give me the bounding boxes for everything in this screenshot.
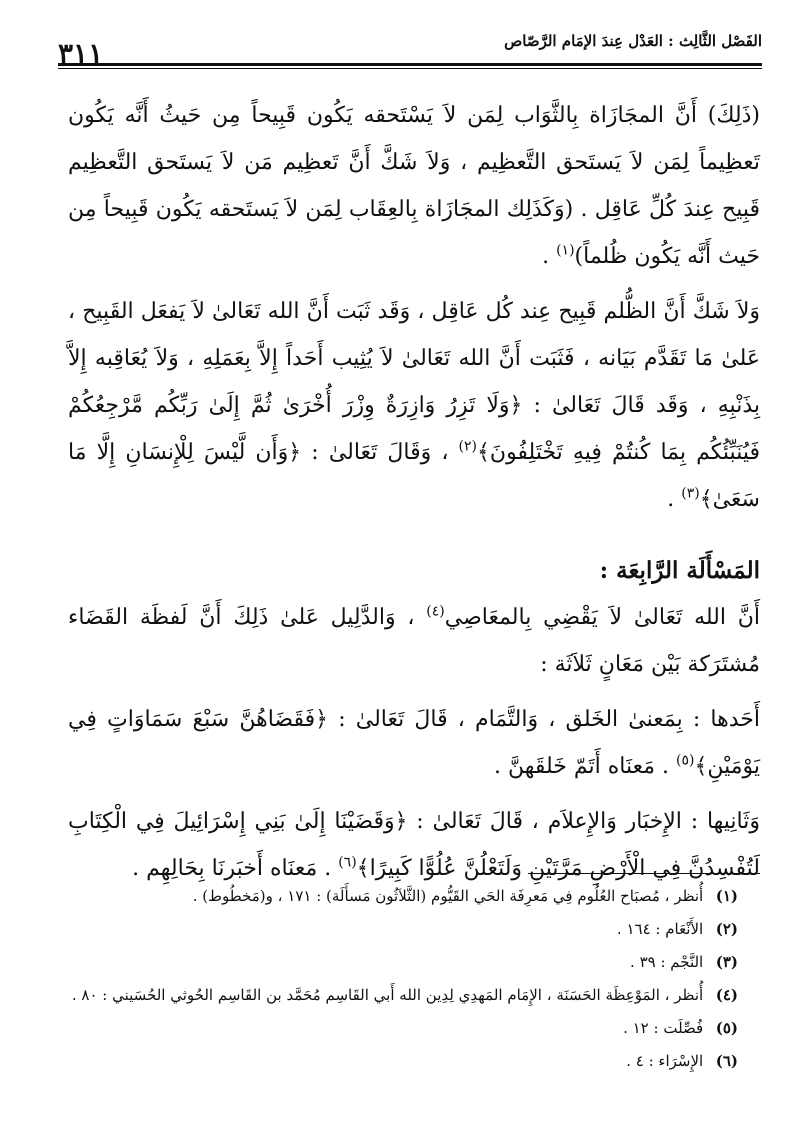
footnote-ref-5[interactable]: (٥) bbox=[675, 752, 695, 769]
paragraph-3-text: أَنَّ الله تَعَالىٰ لاَ يَقْضِي بِالمعَاصِي bbox=[444, 605, 761, 630]
footnote-number: (٢) bbox=[715, 920, 738, 938]
paragraph-2-middle: ، وَقَالَ تَعَالىٰ : bbox=[301, 440, 459, 465]
footnote-item bbox=[68, 946, 738, 979]
footnote-text: أُنظر ، المَوْعِظَة الحَسَنَة ، الإِمَام المَهدِي لِدِين الله أَبي القَاسِم مُحَمَّد بن القَاسِم الحُوثي الحُسَيني : ٨٠ . bbox=[71, 986, 704, 1004]
running-title: الفَصْل الثَّالِث : العَدْل عِندَ الإمَام الرَّصّاص bbox=[504, 32, 762, 50]
footnote-number: (٤) bbox=[715, 986, 738, 1004]
footnote-ref-2[interactable]: (٢) bbox=[458, 438, 478, 455]
footnote-ref-6[interactable]: (٦) bbox=[338, 854, 357, 871]
paragraph-2-end: . bbox=[667, 487, 682, 512]
quran-quote-1: ﴿وَلَا تَزِرُ وَازِرَةٌ وِزْرَ أُخْرَىٰ ثُمَّ إِلَىٰ رَبِّكُم مَّرْجِعُكُمْ فَيُنَبِّئُكُم بِمَا كُنتُمْ فِيهِ تَخْتَلِفُونَ﴾ bbox=[68, 393, 760, 465]
page-number: ٣١١ bbox=[58, 37, 104, 70]
header-rule-thin bbox=[58, 68, 762, 69]
footnote-number: (٥) bbox=[715, 1019, 738, 1037]
footnote-item bbox=[68, 1045, 738, 1078]
section-gap bbox=[68, 523, 760, 547]
paragraph-2 bbox=[68, 288, 760, 523]
running-head bbox=[58, 18, 762, 70]
footnote-number: (١) bbox=[715, 887, 738, 905]
footnote-item bbox=[68, 913, 738, 946]
quran-quote-3: ﴿فَقَضَاهُنَّ سَبْعَ سَمَاوَاتٍ فِي يَوْمَيْنِ﴾ bbox=[68, 707, 760, 779]
footnote-item bbox=[68, 979, 738, 1012]
footnote-text: فُصِّلَت : ١٢ . bbox=[623, 1019, 704, 1037]
paragraph-gap bbox=[68, 688, 760, 696]
header-rule-thick bbox=[58, 63, 762, 66]
paragraph-3 bbox=[68, 594, 760, 688]
quran-quote-4: ﴿وَقَضَيْنَا إِلَىٰ بَنِي إِسْرَائِيلَ فِي الْكِتَابِ لَتُفْسِدُنَّ فِي الْأَرْضِ مَرَّتَيْنِ وَلَتَعْلُنَّ عُلُوًّا كَبِيرًا﴾ bbox=[68, 809, 760, 881]
paragraph-gap bbox=[68, 790, 760, 798]
footnote-item bbox=[68, 880, 738, 913]
paragraph-5-end: . مَعنَاه أَخبَرنَا بِحَالِهِم . bbox=[132, 856, 339, 881]
section-title: المَسْأَلَة الرَّابِعَة : bbox=[599, 557, 760, 584]
footnote-ref-1[interactable]: (١) bbox=[556, 242, 575, 259]
footnote-text: النَّجْم : ٣٩ . bbox=[630, 953, 704, 971]
paragraph-4-text: أَحَدها : بِمَعنىٰ الخَلق ، وَالتَّمَام ، قَالَ تَعَالىٰ : bbox=[328, 707, 760, 732]
footnote-number: (٣) bbox=[715, 953, 738, 971]
quran-quote-2: ﴿وَأَن لَّيْسَ لِلْإِنسَانِ إِلَّا مَا سَعَىٰ﴾ bbox=[68, 440, 760, 512]
footnotes-list bbox=[68, 880, 738, 1078]
paragraph-4 bbox=[68, 696, 760, 790]
main-text bbox=[68, 92, 760, 892]
footnote-number: (٦) bbox=[715, 1052, 738, 1070]
footnote-text: أُنظر ، مُصبَاح العُلُوم فِي مَعرِفَة الحَي القَيُّوم (الثَّلاَثُون مَسأَلَة) : ١٧١ ، و(مَخطُوط) . bbox=[192, 887, 704, 905]
paragraph-1 bbox=[68, 92, 760, 280]
footnote-text: الإِسْرَاء : ٤ . bbox=[626, 1052, 704, 1070]
paragraph-gap bbox=[68, 280, 760, 288]
paragraph-2-text: وَلاَ شَكَّ أَنَّ الظُّلم قَبِيح عِند كُل عَاقِل ، وَقَد ثَبَت أَنَّ الله تَعَالىٰ لاَ يَفعَل القَبِيح ، عَلىٰ مَا تَقَدَّم بَيَانه ، فَثَبَت أَنَّ الله تَعَالىٰ لاَ يُثِيب أَحَداً إِلاَّ بِعَمَلِهِ ، وَلاَ يُعَاقِبه إِلاَّ بِذَنْبِهِ ، وَقَد قَالَ تَعَالىٰ : bbox=[68, 299, 760, 418]
footnote-ref-3[interactable]: (٣) bbox=[681, 485, 700, 502]
footnote-text: الأَنْعَام : ١٦٤ . bbox=[616, 920, 704, 938]
paragraph-3-end: ، وَالدَّلِيل عَلىٰ ذَلِكَ أَنَّ لَفظَة القَضَاء مُشتَرَكة بَيْن مَعَانٍ ثَلاَثَة : bbox=[68, 605, 760, 677]
paragraph-5 bbox=[68, 798, 760, 892]
paragraph-4-end: . مَعنَاه أَتَمّ خَلقَهنَّ . bbox=[493, 754, 676, 779]
paragraph-5-text: وَثَانِيها : الإِخبَار وَالإِعلاَم ، قَالَ تَعَالىٰ : bbox=[407, 809, 760, 834]
paragraph-1-end: . bbox=[542, 244, 557, 269]
paragraph-1-text: (ذَلِكَ) أَنَّ المجَازَاة بِالثَّوَاب لِمَن لاَ يَسْتَحقه يَكُون قَبِيحاً مِن حَيثُ أَنَّه يَكُون تَعظِيماً لِمَن لاَ يَستَحق التَّعظِيم ، وَلاَ شَكَّ أَنَّ تَعظِيم مَن لاَ يَستَحق التَّعظِيم قَبِيح عِندَ كُلِّ عَاقِل . (وَكَذَلِك المجَازَاة بِالعِقَاب لِمَن لاَ يَستَحقه يَكُون قَبِيحاً مِن حَيث أَنَّه يَكُون ظُلماً) bbox=[68, 103, 760, 269]
footnote-item bbox=[68, 1012, 738, 1045]
footnote-rule bbox=[528, 873, 760, 874]
footnote-ref-4[interactable]: (٤) bbox=[426, 603, 445, 620]
